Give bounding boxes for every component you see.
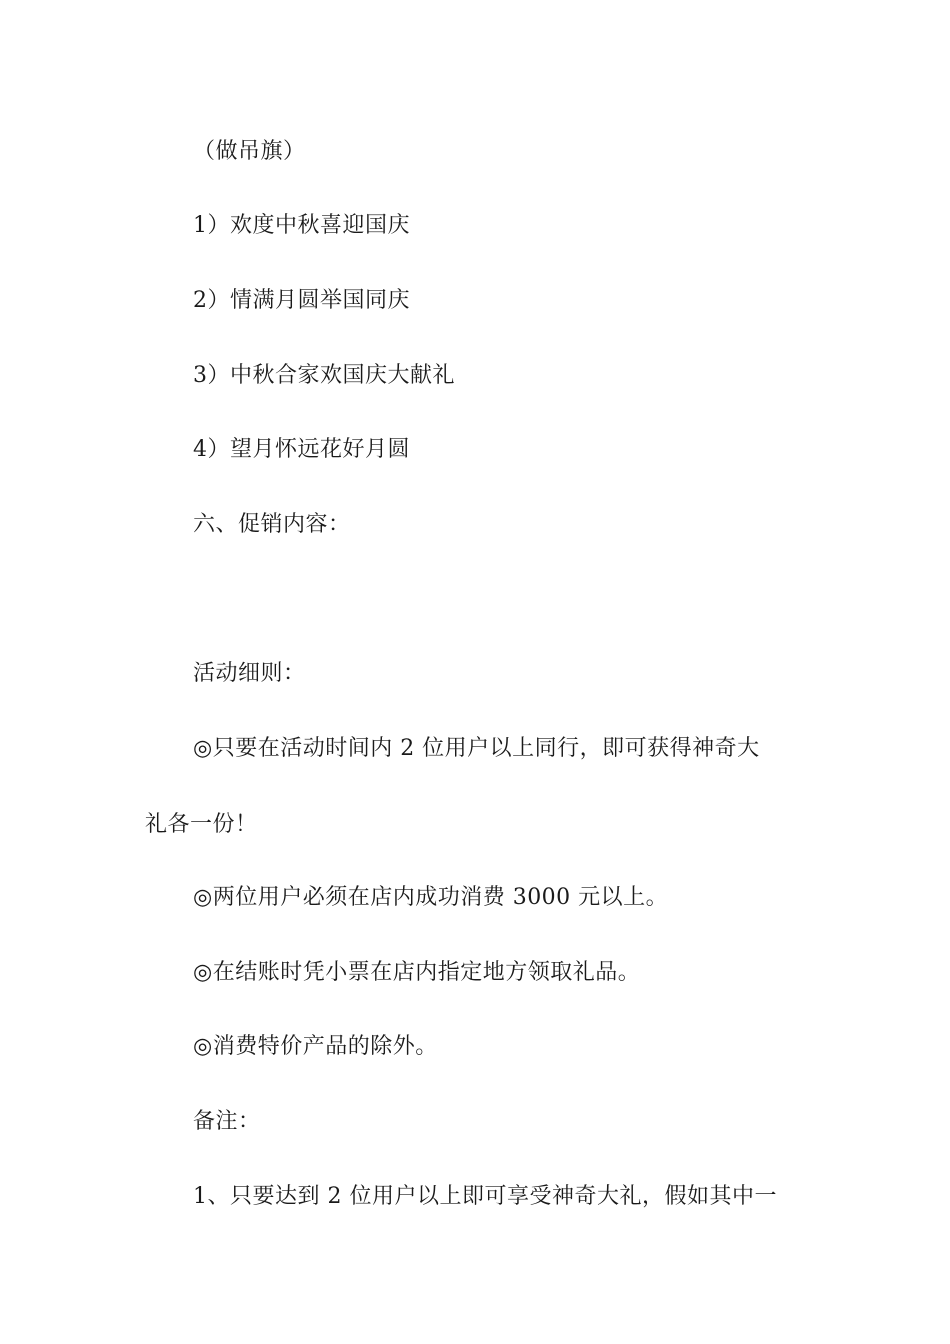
notes-heading: 备注：: [193, 1109, 261, 1134]
slogan-4: 4）望月怀远花好月圆: [193, 437, 410, 462]
rule-1-line-2: 礼各一份！: [145, 812, 258, 837]
slogan-3: 3）中秋合家欢国庆大献礼: [193, 363, 455, 388]
rule-2: ◎两位用户必须在店内成功消费 3000 元以上。: [193, 885, 669, 910]
slogan-2: 2）情满月圆举国同庆: [193, 288, 410, 313]
banner-heading: （做吊旗）: [193, 139, 306, 164]
rule-1-line-1: ◎只要在活动时间内 2 位用户以上同行，即可获得神奇大: [193, 736, 760, 761]
note-1: 1、只要达到 2 位用户以上即可享受神奇大礼，假如其中一: [193, 1184, 777, 1209]
section-heading-promotion: 六、促销内容：: [193, 512, 351, 537]
rule-3: ◎在结账时凭小票在店内指定地方领取礼品。: [193, 960, 641, 985]
rule-4: ◎消费特价产品的除外。: [193, 1034, 438, 1059]
rules-heading: 活动细则：: [193, 661, 306, 686]
slogan-1: 1）欢度中秋喜迎国庆: [193, 213, 410, 238]
